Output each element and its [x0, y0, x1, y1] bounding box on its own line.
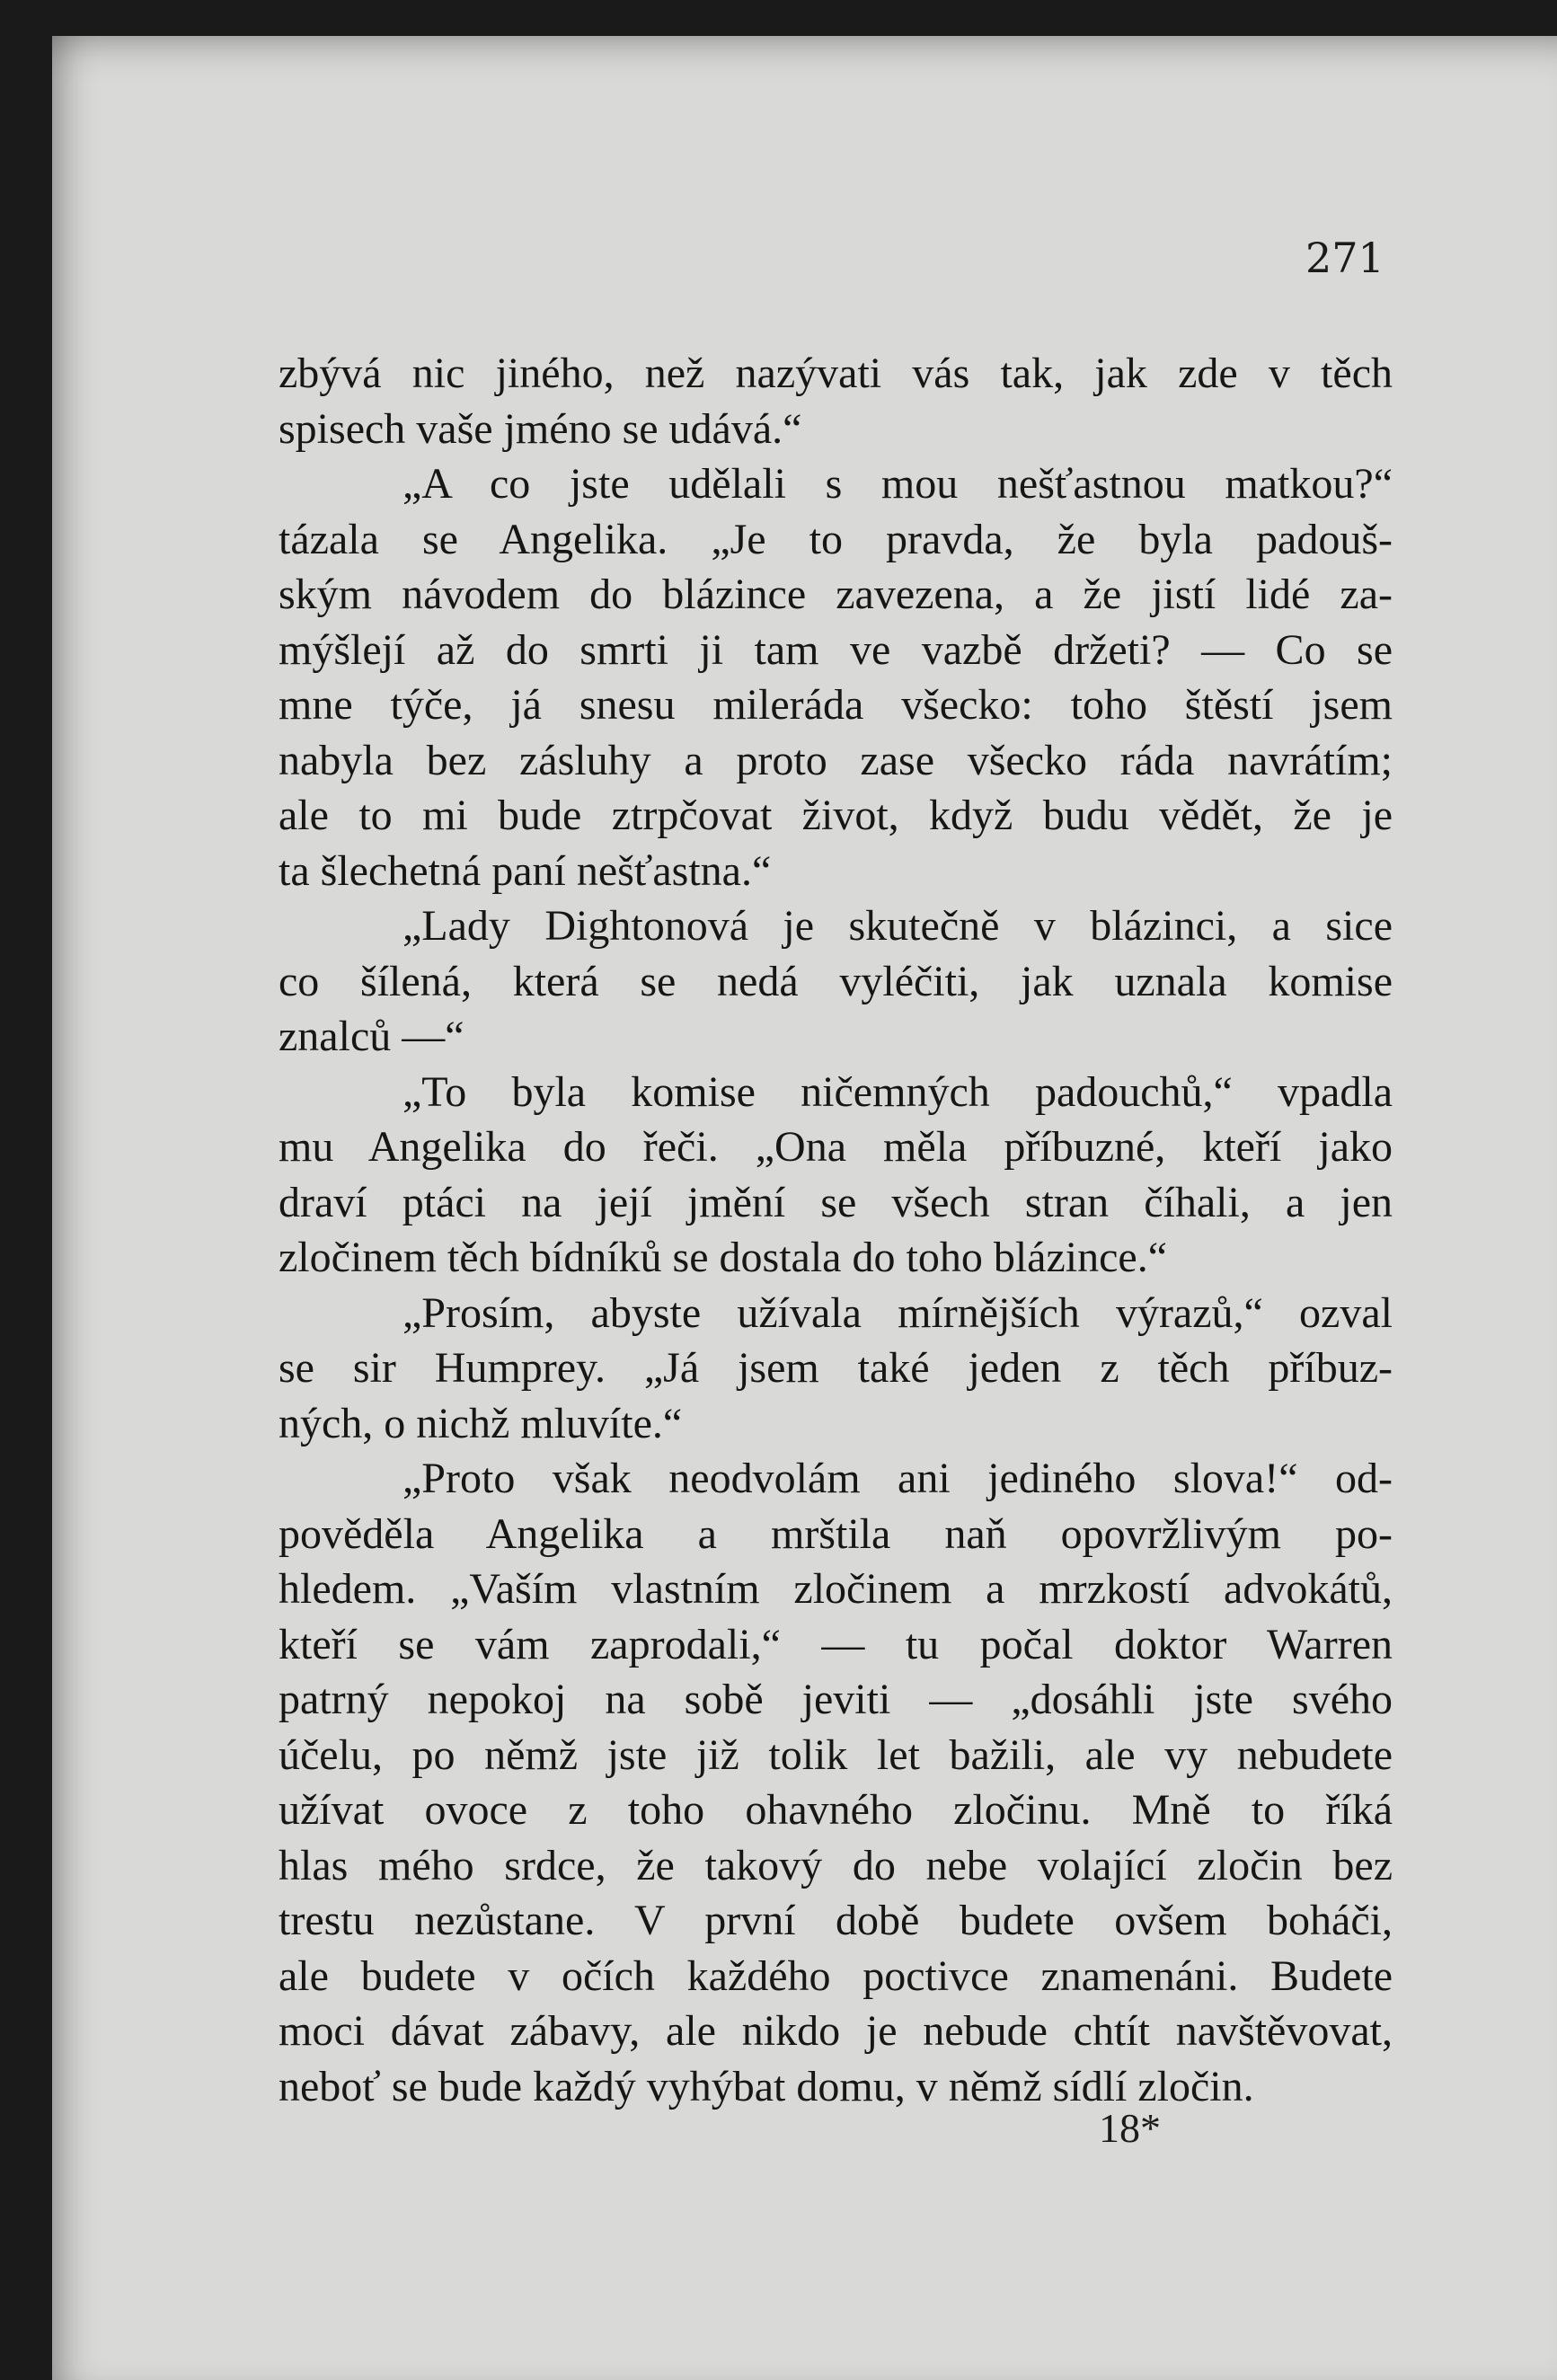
text-line: „A co jste udělali s mou nešťastnou matkou?“ [403, 460, 1393, 508]
text-line: ta šlechetná paní nešťastna.“ [279, 846, 772, 895]
text-line: užívat ovoce z toho ohavného zločinu. Mně to říká [279, 1786, 1393, 1834]
text-line: ale budete v očích každého poctivce znamenáni. Budete [279, 1951, 1393, 2000]
text-line: moci dávat zábavy, ale nikdo je nebude chtít navštěvovat, [279, 2007, 1393, 2055]
book-page [52, 36, 1557, 2380]
text-line: patrný nepokoj na sobě jeviti — „dosáhli jste svého [279, 1676, 1393, 1723]
text-line: tázala se Angelika. „Je to pravda, že byla padouš- [279, 515, 1393, 563]
paragraph [279, 898, 1393, 1065]
text-line: mne týče, já snesu mileráda všecko: toho štěstí jsem [279, 681, 1393, 729]
paragraph [279, 1286, 1393, 1452]
text-line: co šílená, která se nedá vyléčiti, jak uznala komise [279, 957, 1393, 1005]
text-line: zločinem těch bídníků se dostala do toho blázince.“ [279, 1234, 1168, 1281]
text-line: účelu, po němž jste již tolik let bažili, ale vy nebudete [279, 1730, 1393, 1779]
text-line: trestu nezůstane. V první době budete ovšem boháči, [279, 1897, 1393, 1944]
text-line: pověděla Angelika a mrštila naň opovržlivým po- [279, 1509, 1393, 1558]
text-line: „To byla komise ničemných padouchů,“ vpadla [403, 1067, 1393, 1116]
text-line: mýšlejí až do smrti ji tam ve vazbě držeti? — Co se [279, 625, 1393, 674]
paragraph [279, 456, 1393, 898]
text-line: kteří se vám zaprodali,“ — tu počal doktor Warren [279, 1620, 1393, 1668]
text-line: ných, o nichž mluvíte.“ [279, 1399, 683, 1447]
body-text [279, 346, 1393, 2114]
text-line: zbývá nic jiného, než nazývati vás tak, jak zde v těch [279, 349, 1393, 397]
text-line: nabyla bez zásluhy a proto zase všecko ráda navrátím; [279, 736, 1393, 784]
text-line: „Proto však neodvolám ani jediného slova!“ od- [403, 1455, 1393, 1502]
text-line: „Prosím, abyste užívala mírnějších výrazů,“ ozval [403, 1288, 1393, 1337]
text-line: ským návodem do blázince zavezena, a že jistí lidé za- [279, 571, 1393, 618]
text-line: draví ptáci na její jmění se všech stran číhali, a jen [279, 1178, 1393, 1226]
page-number: 271 [1305, 234, 1384, 282]
paragraph [279, 1065, 1393, 1286]
paragraph [279, 1451, 1393, 2114]
text-line: spisech vaše jméno se udává.“ [279, 404, 802, 453]
text-line: „Lady Dightonová je skutečně v blázinci, a sice [403, 902, 1393, 950]
text-line: mu Angelika do řeči. „Ona měla příbuzné, kteří jako [279, 1123, 1393, 1171]
text-line: neboť se bude každý vyhýbat domu, v němž sídlí zločin. [279, 2062, 1254, 2110]
text-line: hlas mého srdce, že takový do nebe volající zločin bez [279, 1841, 1393, 1889]
printer-signature: 18* [1099, 2105, 1161, 2151]
text-line: se sir Humprey. „Já jsem také jeden z těch příbuz- [279, 1344, 1393, 1392]
text-line: ale to mi bude ztrpčovat život, když budu vědět, že je [279, 792, 1393, 839]
text-line: hledem. „Vaším vlastním zločinem a mrzkostí advokátů, [279, 1565, 1393, 1613]
text-line: znalců —“ [279, 1013, 464, 1060]
paragraph [279, 346, 1393, 456]
